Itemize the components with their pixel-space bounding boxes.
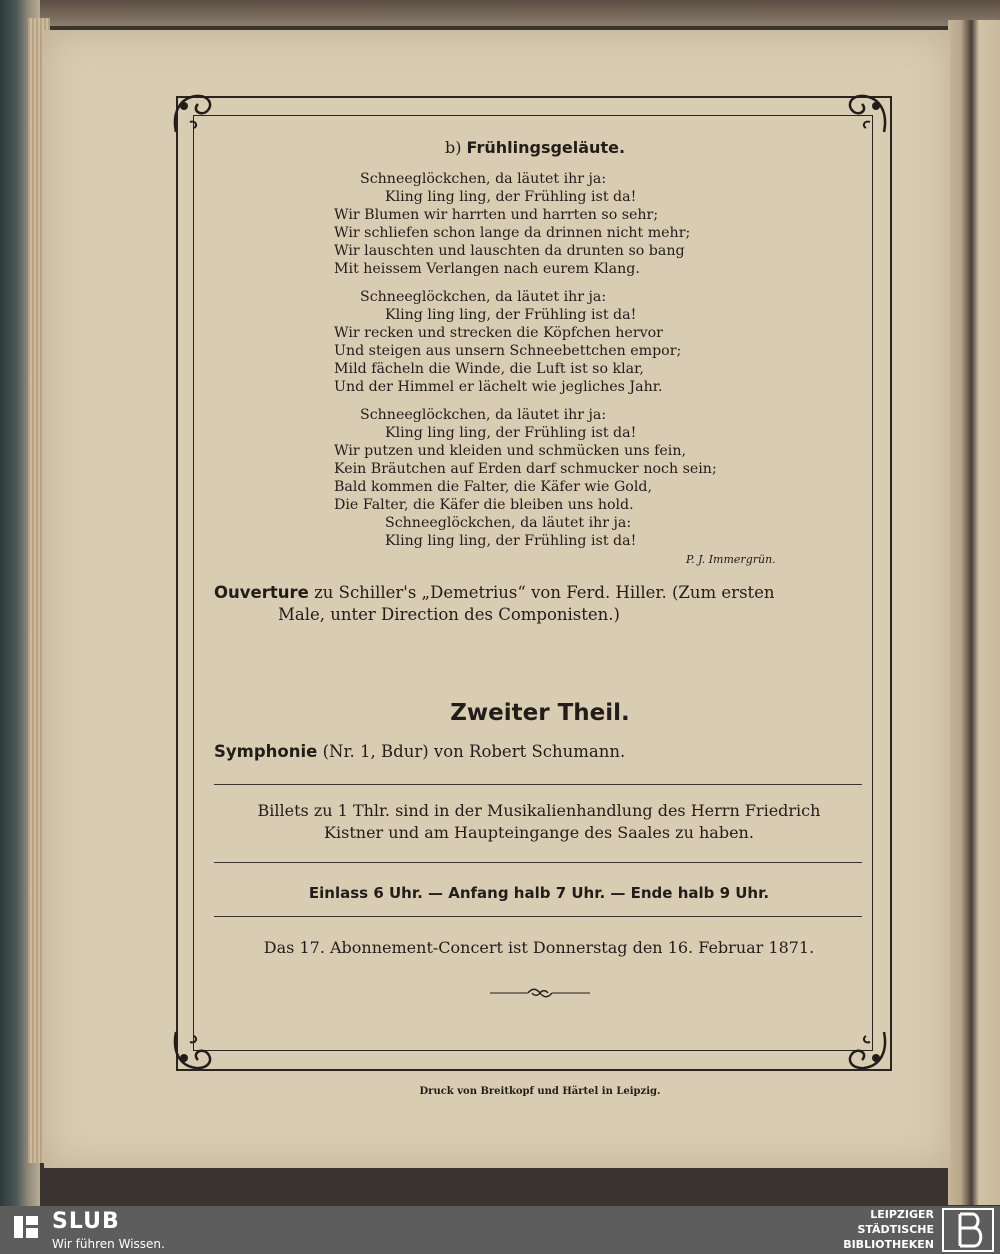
poem-title-text: Frühlingsgeläute. [466,138,626,157]
slub-tagline: Wir führen Wissen. [52,1237,165,1251]
poem-line: Schneeglöckchen, da läutet ihr ja: [360,289,607,305]
poem-title [350,138,720,157]
slub-logo-icon [12,1214,40,1240]
poem-line: Schneeglöckchen, da läutet ihr ja: [385,515,632,531]
poem-line: Bald kommen die Falter, die Käfer wie Gold, [334,479,652,495]
poem-title-label: b) [444,138,462,157]
divider [214,784,862,785]
symphonie-lead: Symphonie [214,742,318,761]
billets-line1: Billets zu 1 Thlr. sind in der Musikalienhandlung des Herrn Friedrich [257,801,821,820]
divider [214,862,862,863]
times-notice: Einlass 6 Uhr. — Anfang halb 7 Uhr. — Ende halb 9 Uhr. [308,884,770,902]
poem-line: Wir recken und strecken die Köpfchen hervor [334,325,663,341]
printer-imprint: Druck von Breitkopf und Härtel in Leipzig. [419,1086,661,1097]
next-concert-notice: Das 17. Abonnement-Concert ist Donnerstag den 16. Februar 1871. [263,938,815,957]
symphonie-rest: (Nr. 1, Bdur) von Robert Schumann. [322,742,626,761]
poem-line: Schneeglöckchen, da läutet ihr ja: [360,407,607,423]
corner-flourish-icon [170,1024,218,1072]
ouverture-line1: zu Schiller's „Demetrius“ von Ferd. Hiller. (Zum ersten [314,583,775,602]
poem-line: Kling ling ling, der Frühling ist da! [385,533,637,549]
ouverture-line2: Male, unter Direction des Componisten.) [278,605,620,624]
poem-line: Und der Himmel er lächelt wie jegliches Jahr. [334,379,663,395]
lsb-line2: STÄDTISCHE [857,1223,934,1236]
poem-line: Kling ling ling, der Frühling ist da! [385,425,637,441]
poem-line: Kling ling ling, der Frühling ist da! [385,189,637,205]
billets-line2: Kistner und am Haupteingange des Saales zu haben. [324,823,754,842]
lsb-name [820,1207,934,1252]
lsb-line1: LEIPZIGER [870,1208,934,1221]
poem-line: Mit heissem Verlangen nach eurem Klang. [334,261,640,277]
divider [214,916,862,917]
ornament-icon [490,986,590,1000]
corner-flourish-icon [842,92,890,140]
poem-line: Wir putzen und kleiden und schmücken uns fein, [334,443,686,459]
poem-author: P. J. Immergrün. [686,553,776,566]
ouverture-lead: Ouverture [214,583,309,602]
lsb-logo-icon [942,1208,994,1252]
poem-line: Schneeglöckchen, da läutet ihr ja: [360,171,607,187]
slub-name: SLUB [52,1209,120,1234]
poem-line: Wir Blumen wir harrten und harrten so sehr; [334,207,659,223]
poem-line: Wir lauschten und lauschten da drunten so bang [334,243,685,259]
corner-flourish-icon [842,1024,890,1072]
book-right-edge [948,20,1000,1205]
lsb-line3: BIBLIOTHEKEN [843,1238,934,1251]
poem-line: Mild fächeln die Winde, die Luft ist so klar, [334,361,644,377]
book-top-edge [0,0,1000,26]
poem-line: Die Falter, die Käfer die bleiben uns hold. [334,497,634,513]
corner-flourish-icon [170,92,218,140]
symphonie-entry [214,742,625,761]
poem-line: Und steigen aus unsern Schneebettchen empor; [334,343,682,359]
poem-line: Kling ling ling, der Frühling ist da! [385,307,637,323]
poem-line: Kein Bräutchen auf Erden darf schmucker noch sein; [334,461,717,477]
section-heading: Zweiter Theil. [450,700,630,726]
ouverture-entry [214,582,864,626]
billets-notice [214,800,864,844]
poem-line: Wir schliefen schon lange da drinnen nicht mehr; [334,225,691,241]
